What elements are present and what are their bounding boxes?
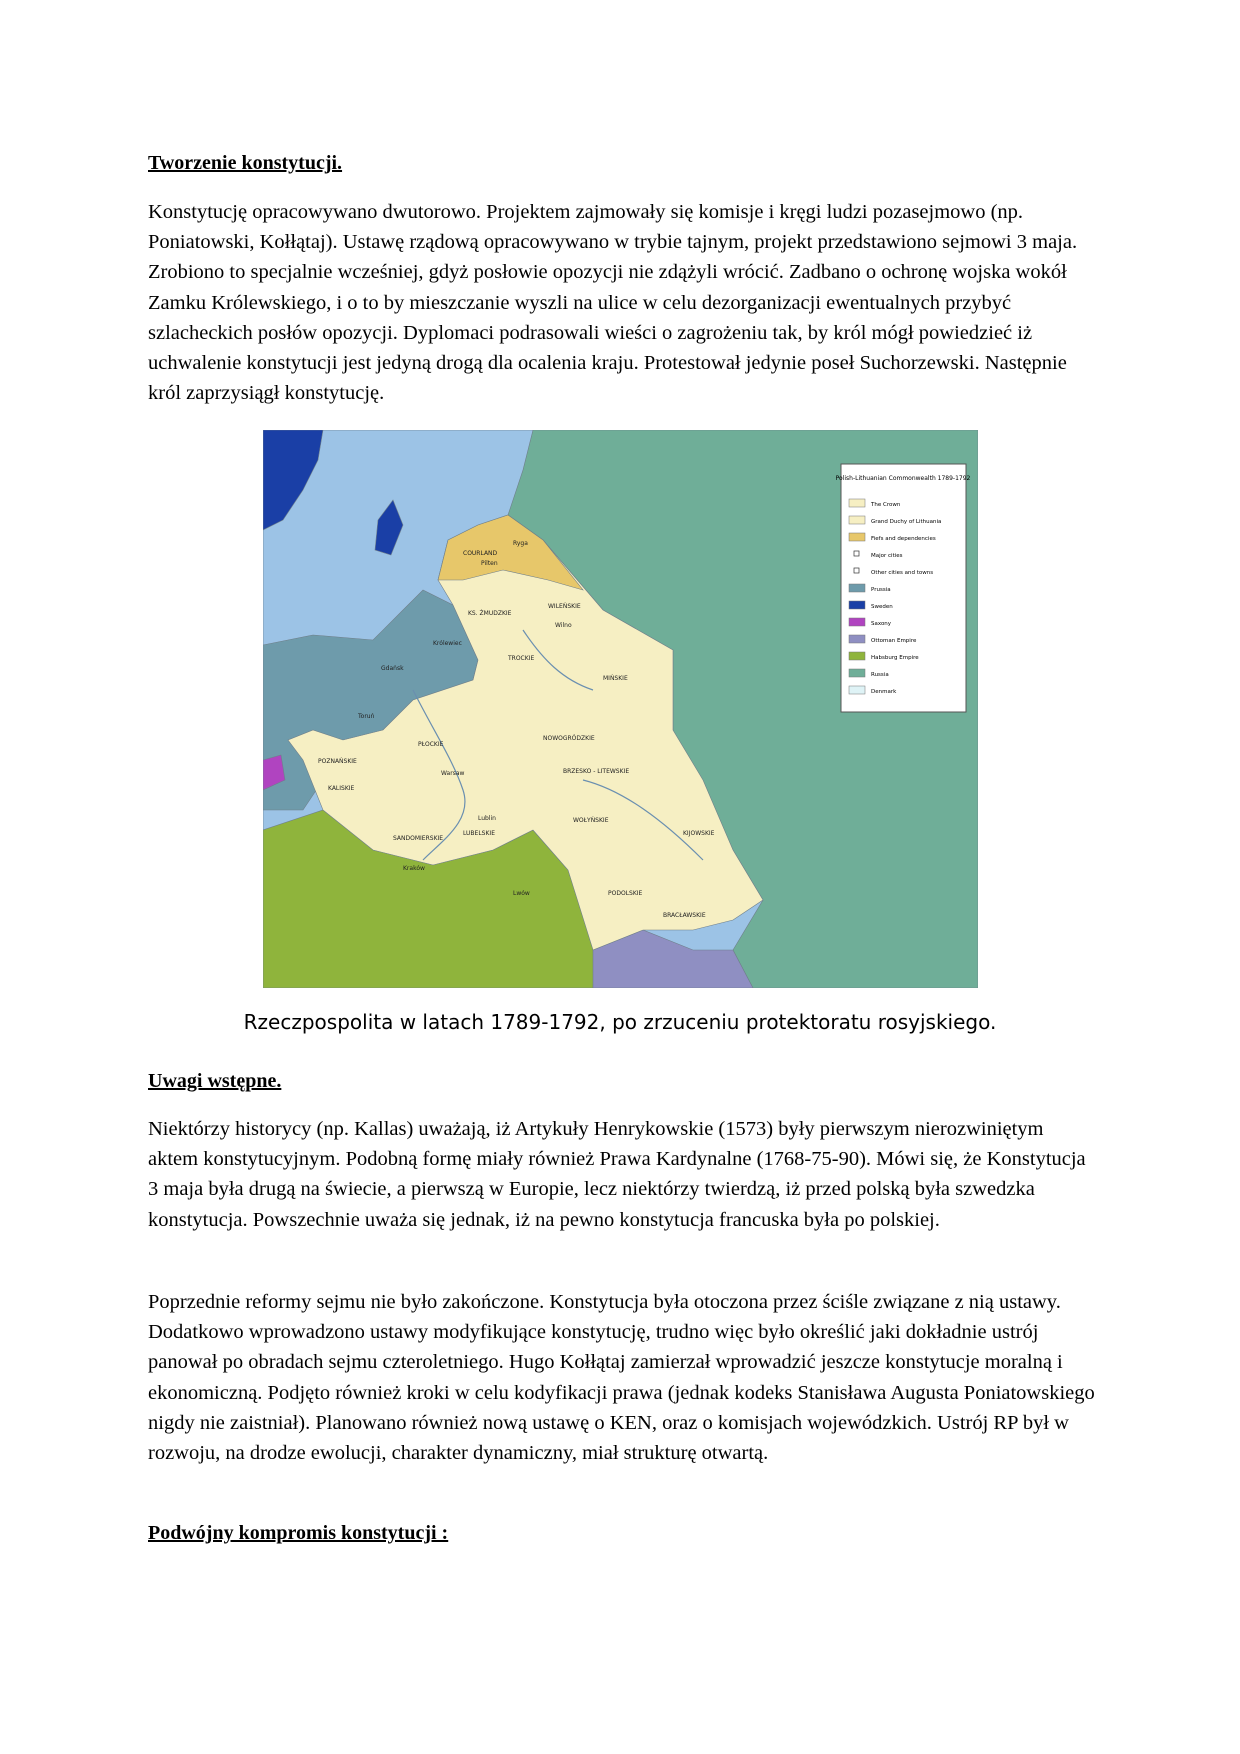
heading-kompromis: Podwójny kompromis konstytucji : xyxy=(148,1522,449,1544)
legend-city-marker xyxy=(854,551,859,556)
legend-swatch xyxy=(849,618,865,626)
paragraph-uwagi-2: Poprzednie reformy sejmu nie było zakończone. Konstytucja była otoczona przez ściśle związane z nią ustawy. Dodatkowo wprowadzono ustawy modyfikujące konstytucję, trudno więc było określić jaki dokładnie ustrój panował po obradach sejmu czteroletniego. Hugo Kołłątaj zamierzał wprowadzić jeszcze konstytucje moralną i ekonomiczną. Podjęto również kroki w celu kodyfikacji prawa (jednak kodeks Stanisława Augusta Poniatowskiego nigdy nie zaistniał). Planowano również nową ustawę o KEN, oraz o komisjach wojewódzkich. Ustrój RP był w rozwoju, na drodze ewolucji, charakter dynamiczny, miał strukturę otwartą. xyxy=(148,1291,1095,1465)
legend-label: Saxony xyxy=(871,621,892,627)
label-lwow: Lwów xyxy=(513,890,530,897)
commonwealth-map xyxy=(263,430,978,988)
label-brzesc: BRZESKO - LITEWSKIE xyxy=(563,768,630,775)
label-wilno: WILEŃSKIE xyxy=(548,603,581,610)
legend-label: Major cities xyxy=(871,553,903,559)
label-courland: COURLAND xyxy=(463,550,498,557)
legend-swatch xyxy=(849,533,865,541)
label-plock: PŁOCKIE xyxy=(418,741,444,748)
legend-label: The Crown xyxy=(871,502,901,508)
legend-label: Denmark xyxy=(871,689,897,695)
legend-label: Sweden xyxy=(871,604,893,610)
label-braclaw: BRACŁAWSKIE xyxy=(663,912,706,919)
label-zmudz: KS. ŻMUDZKIE xyxy=(468,610,512,617)
figure-caption: Rzeczpospolita w latach 1789-1792, po zrzuceniu protektoratu rosyjskiego. xyxy=(243,1010,997,1034)
label-kalisz: KALISKIE xyxy=(328,785,355,792)
map-legend xyxy=(836,464,971,712)
legend-title: Polish-Lithuanian Commonwealth 1789-1792 xyxy=(835,475,971,482)
legend-swatch xyxy=(849,652,865,660)
label-lubelskie: LUBELSKIE xyxy=(463,830,495,837)
label-minsk: MIŃSKIE xyxy=(603,675,628,682)
label-krolewiec: Królewiec xyxy=(433,640,462,647)
label-torun: Toruń xyxy=(358,713,375,720)
label-sandomierz: SANDOMIERSKIE xyxy=(393,835,444,842)
legend-label: Russia xyxy=(871,672,889,678)
legend-label: Fiefs and dependencies xyxy=(871,536,936,542)
legend-city-marker xyxy=(854,568,859,573)
label-krakow: Kraków xyxy=(403,865,425,872)
paragraph-uwagi-1: Niektórzy historycy (np. Kallas) uważają, iż Artykuły Henrykowskie (1573) były pierwszym nierozwiniętym aktem konstytucyjnym. Podobną formę miały również Prawa Kardynalne (1768-75-90). Mówi się, że Konstytucja 3 maja była drugą na świecie, a pierwszą w Europie, lecz niektórzy twierdzą, iż przed polską była szwedzka konstytucja. Powszechnie uważa się jednak, iż na pewno konstytucja francuska była po polskiej. xyxy=(148,1118,1086,1231)
legend-swatch xyxy=(849,669,865,677)
legend-label: Habsburg Empire xyxy=(871,655,919,661)
label-poznan: POZNAŃSKIE xyxy=(318,758,357,765)
label-wolyn: WOŁYŃSKIE xyxy=(573,817,609,824)
legend-label: Prussia xyxy=(871,587,891,593)
heading-uwagi: Uwagi wstępne. xyxy=(148,1070,282,1092)
legend-label: Grand Duchy of Lithuania xyxy=(871,519,942,525)
legend-swatch xyxy=(849,516,865,524)
label-lublin: Lublin xyxy=(478,815,496,822)
label-nowogrodek: NOWOGRÓDZKIE xyxy=(543,735,595,742)
label-gdansk: Gdańsk xyxy=(381,665,404,672)
legend-label: Ottoman Empire xyxy=(871,638,917,644)
label-pilten: Pilten xyxy=(481,560,498,567)
heading-tworzenie: Tworzenie konstytucji. xyxy=(148,152,343,174)
label-kijow: KIJOWSKIE xyxy=(683,830,715,837)
legend-swatch xyxy=(849,635,865,643)
paragraph-tworzenie: Konstytucję opracowywano dwutorowo. Projektem zajmowały się komisje i kręgi ludzi pozasejmowo (np. Poniatowski, Kołłątaj). Ustawę rządową opracowywano w trybie tajnym, projekt przedstawiono sejmowi 3 maja. Zrobiono to specjalnie wcześniej, gdyż posłowie opozycji nie zdążyli wrócić. Zadbano o ochronę wojska wokół Zamku Królewskiego, i o to by mieszczanie wyszli na ulice w celu dezorganizacji ewentualnych przybyć szlacheckich posłów opozycji. Dyplomaci podrasowali wieści o zagrożeniu tak, by król mógł powiedzieć iż uchwalenie konstytucji jest jedyną drogą dla ocalenia kraju. Protestował jedynie poseł Suchorzewski. Następnie król zaprzysiągł konstytucję. xyxy=(148,201,1078,405)
legend-swatch xyxy=(849,584,865,592)
label-podole: PODOLSKIE xyxy=(608,890,643,897)
legend-label: Other cities and towns xyxy=(871,570,934,576)
legend-swatch xyxy=(849,686,865,694)
label-riga: Ryga xyxy=(513,540,528,547)
label-troki: TROCKIE xyxy=(508,655,535,662)
legend-swatch xyxy=(849,601,865,609)
map-figure xyxy=(263,430,978,988)
label-warszawa: Warsaw xyxy=(441,770,465,777)
label-wilno-city: Wilno xyxy=(555,622,572,629)
legend-swatch xyxy=(849,499,865,507)
